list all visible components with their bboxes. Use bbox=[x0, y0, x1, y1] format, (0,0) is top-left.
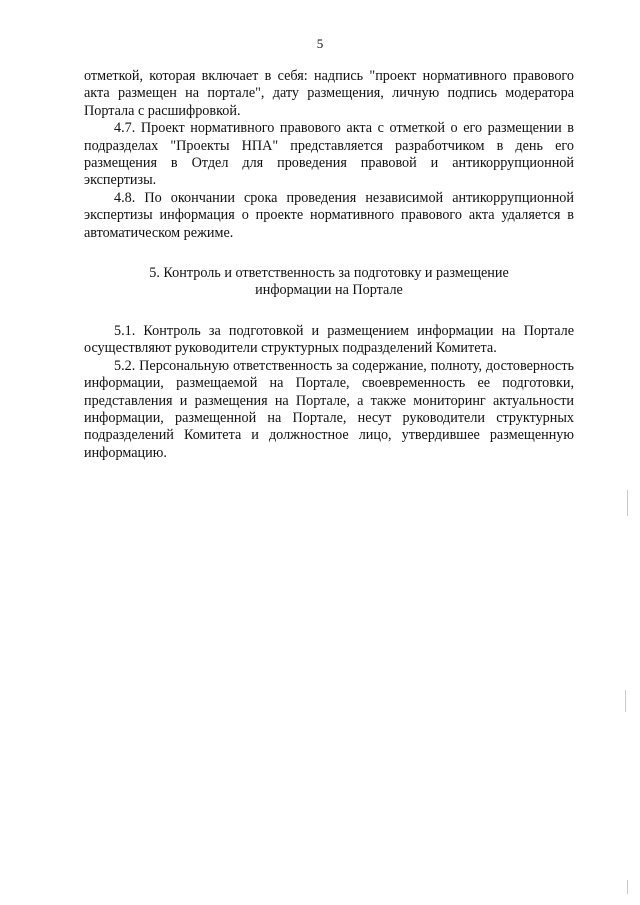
document-body bbox=[84, 68, 574, 462]
scan-edge-mark bbox=[627, 490, 628, 516]
section-5-heading: 5. Контроль и ответственность за подготовку и размещение информации на Портале bbox=[149, 265, 509, 299]
scan-edge-mark bbox=[625, 690, 626, 712]
paragraph-4-6-continuation: отметкой, которая включает в себя: надпись "проект нормативного правового акта размещен на портале", дату размещения, личную подпись модератора Портала с расшифровкой. bbox=[84, 68, 574, 119]
scan-edge-mark bbox=[627, 880, 628, 894]
paragraph-4-8: 4.8. По окончании срока проведения независимой антикоррупционной экспертизы информация о проекте нормативного правового акта удаляется в автоматическом режиме. bbox=[84, 189, 574, 241]
paragraph-4-7: 4.7. Проект нормативного правового акта с отметкой о его размещении в подразделах "Проекты НПА" представляется разработчиком в день его размещения в Отдел для проведения правовой и антикоррупционной экспертизы. bbox=[84, 120, 574, 189]
page-number: 5 bbox=[316, 36, 324, 51]
paragraph-5-2: 5.2. Персональную ответственность за содержание, полноту, достоверность информации, размещаемой на Портале, своевременность ее подготовки, представления и размещения на Портале, а также мониторинг актуальности информации, размещенной на Портале, несут руководители структурных подразделений Комитета и должностное лицо, утвердившее размещенную информацию. bbox=[84, 357, 574, 461]
paragraph-5-1: 5.1. Контроль за подготовкой и размещением информации на Портале осуществляют руководители структурных подразделений Комитета. bbox=[84, 322, 574, 357]
